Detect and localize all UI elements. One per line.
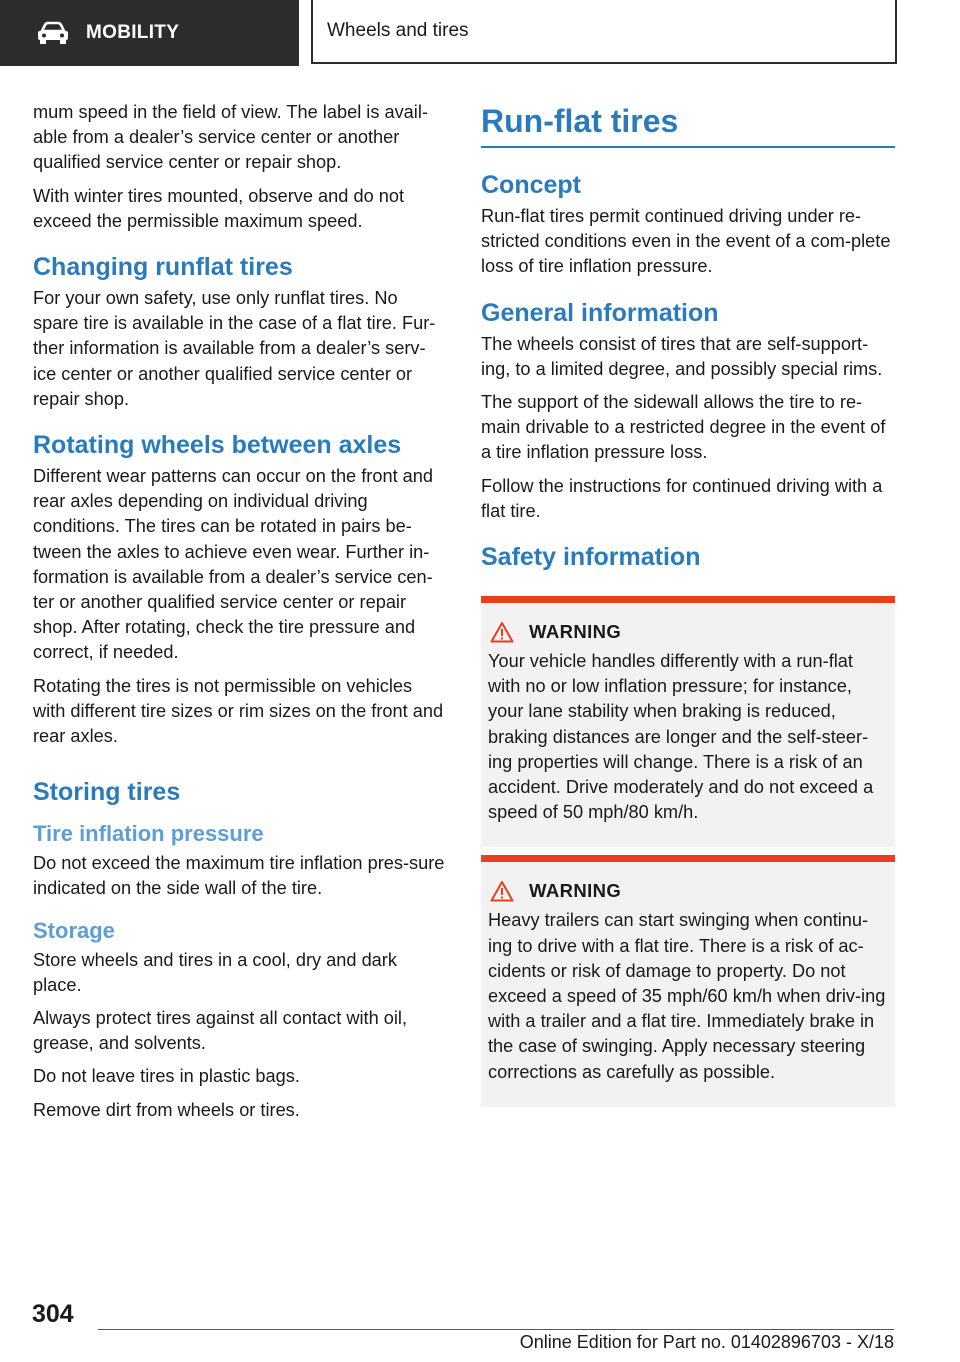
chapter-tab xyxy=(311,0,897,64)
heading-rotating-wheels: Rotating wheels between axles xyxy=(33,431,402,460)
warning-title: WARNING xyxy=(529,621,622,643)
warning-header xyxy=(490,880,888,902)
paragraph: Store wheels and tires in a cool, dry and dark place. xyxy=(33,949,397,995)
section-label: MOBILITY xyxy=(86,22,180,43)
left-column xyxy=(33,100,447,1131)
footer-divider xyxy=(98,1329,894,1330)
heading-safety-information: Safety information xyxy=(481,543,701,572)
section-tab xyxy=(0,0,299,66)
warning-triangle-icon xyxy=(490,621,514,643)
warning-title: WARNING xyxy=(529,880,622,902)
heading-tire-inflation-pressure: Tire inflation pressure xyxy=(33,821,264,847)
warning-box xyxy=(481,855,895,1106)
paragraph: Do not leave tires in plastic bags. xyxy=(33,1066,300,1087)
paragraph: Rotating the tires is not permissible on vehicles with different tire sizes or rim sizes on the front and rear axles. xyxy=(33,675,444,747)
paragraph: Always protect tires against all contact with oil, grease, and solvents. xyxy=(33,1008,408,1054)
page-number: 304 xyxy=(32,1300,74,1328)
warning-text: Heavy trailers can start swinging when continu‐ing to drive with a flat tire. There is a risk of ac‐cidents or risk of damage to property. Do not exceed a speed of 35 mph/60 km/h when driv‐ing with a trailer and a flat tire. Immediately brake in the case of swinging. Apply necessary steering corrections as carefully as possible. xyxy=(488,910,886,1082)
paragraph: Different wear patterns can occur on the front and rear axles depending on individual driving conditions. The tires can be rotated in pairs be‐tween the axles to achieve even wear. Further in‐formation is available from a dealer’s service cen‐ter or another qualified service center or repair shop. After rotating, check the tire pressure and correct, if needed. xyxy=(33,466,434,663)
paragraph: Do not exceed the maximum tire inflation pres‐sure indicated on the side wall of the tire. xyxy=(33,853,445,899)
paragraph: mum speed in the field of view. The label is avail‐able from a dealer’s service center or another qualified service center or repair shop. xyxy=(33,102,428,173)
car-icon xyxy=(36,21,70,45)
heading-run-flat-tires: Run-flat tires xyxy=(481,100,895,148)
paragraph: The wheels consist of tires that are self-support‐ing, to a limited degree, and possibly special rims. xyxy=(481,333,883,379)
paragraph: Follow the instructions for continued driving with a flat tire. xyxy=(481,475,883,521)
paragraph: Run-flat tires permit continued driving under re‐stricted conditions even in the event of a com‐plete loss of tire inflation pressure. xyxy=(481,206,891,277)
page-header xyxy=(0,0,960,66)
right-column xyxy=(481,100,895,1107)
warning-text: Your vehicle handles differently with a run-flat with no or low inflation pressure; for instance, your lane stability when braking is reduced, braking distances are longer and the self-steer‐ing properties will change. There is a risk of an accident. Drive moderately and do not exceed a speed of 50 mph/80 km/h. xyxy=(488,651,874,823)
heading-storage: Storage xyxy=(33,917,115,943)
heading-storing-tires: Storing tires xyxy=(33,778,181,807)
warning-box xyxy=(481,596,895,847)
paragraph: With winter tires mounted, observe and do not exceed the permissible maximum speed. xyxy=(33,185,405,231)
footer-edition: Online Edition for Part no. 01402896703 - X/18 xyxy=(519,1332,894,1352)
warning-header xyxy=(490,621,888,643)
paragraph: The support of the sidewall allows the tire to re‐main drivable to a restricted degree in the event of a tire inflation pressure loss. xyxy=(481,392,886,463)
heading-concept: Concept xyxy=(481,171,581,199)
warning-triangle-icon xyxy=(490,880,514,902)
chapter-label: Wheels and tires xyxy=(327,20,469,41)
paragraph: For your own safety, use only runflat tires. No spare tire is available in the case of a flat tire. Fur‐ther information is available from a dealer’s serv‐ice center or another qualified service center or repair shop. xyxy=(33,288,436,409)
paragraph: Remove dirt from wheels or tires. xyxy=(33,1099,300,1120)
heading-changing-runflat: Changing runflat tires xyxy=(33,253,293,282)
heading-general-information: General information xyxy=(481,298,719,327)
